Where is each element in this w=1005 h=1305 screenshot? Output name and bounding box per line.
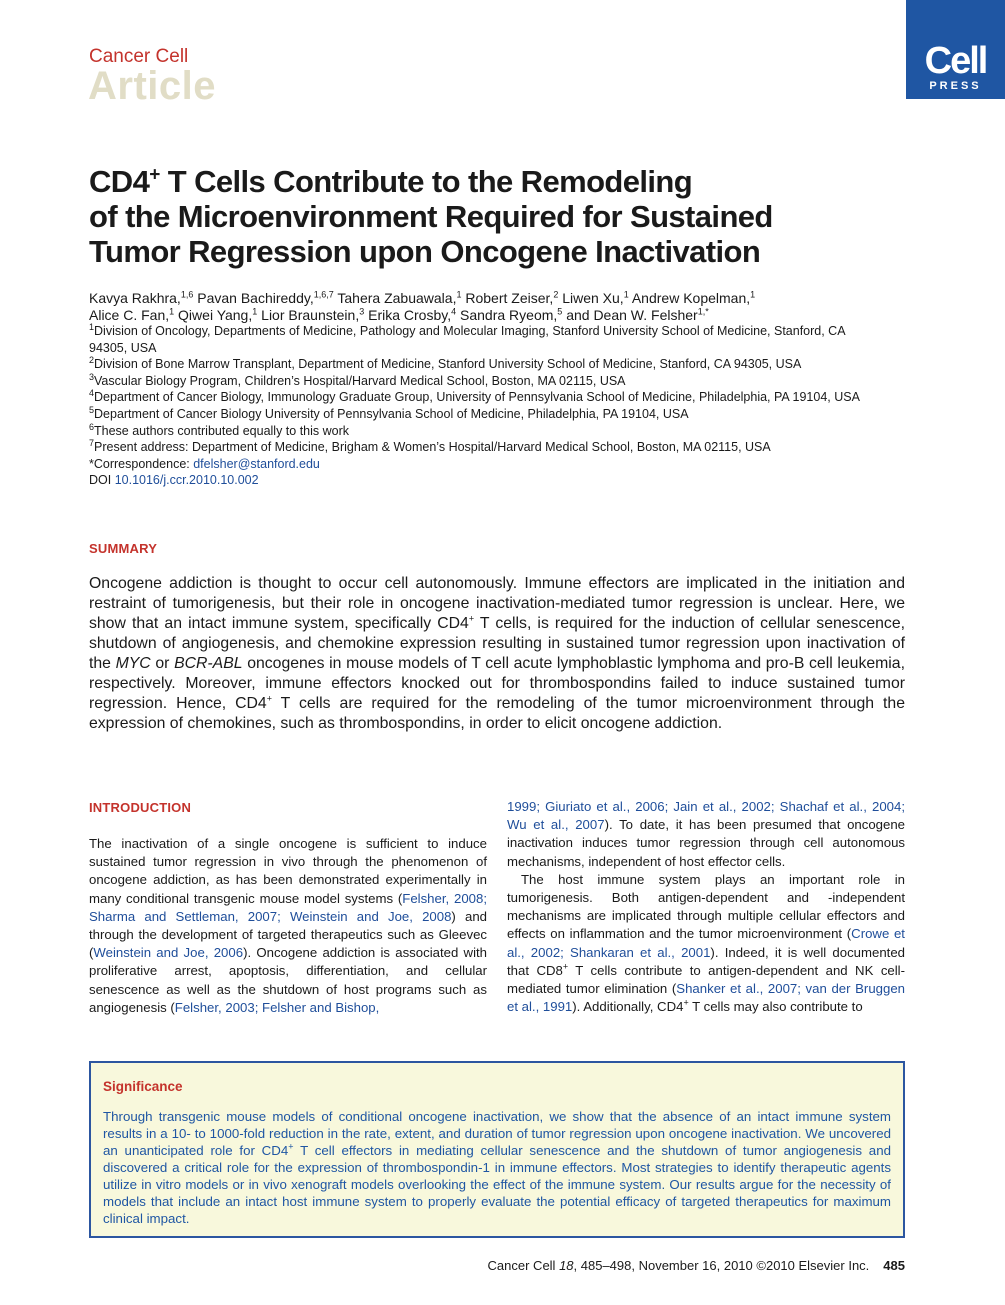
- logo-word: Cell: [924, 40, 987, 82]
- summary-heading: SUMMARY: [89, 541, 158, 556]
- author: Liwen Xu,: [558, 290, 624, 306]
- affil-num: 7: [89, 438, 95, 448]
- intro-paragraph: [507, 798, 905, 871]
- journal-name: Cancer Cell: [89, 46, 189, 67]
- footer-journal: Cancer Cell: [487, 1258, 560, 1273]
- cell-press-logo: [906, 0, 1005, 99]
- author-affil: 5: [557, 306, 563, 317]
- page-footer: [488, 1258, 905, 1273]
- affil-num: 3: [89, 371, 95, 382]
- significance-sup: +: [288, 1141, 294, 1152]
- intro-text: ) and through the development of targeted therapeutics such as Gleevec (: [89, 908, 487, 961]
- affiliation: [89, 323, 909, 340]
- affil-text: Division of Oncology, Departments of Medicine, Pathology and Molecular Imaging, Stanford University School of Medicine, Stanford, CA: [94, 324, 846, 338]
- summary-sup: +: [468, 613, 475, 624]
- intro-column-right: [507, 798, 905, 1016]
- citation-link[interactable]: Weinstein and Joe, 2006: [93, 945, 244, 961]
- author-affil: 1,*: [697, 306, 709, 317]
- affil-text: Present address: Department of Medicine, Brigham & Women’s Hospital/Harvard Medical School, Boston, MA 02115, USA: [94, 440, 771, 455]
- affiliation: [89, 439, 909, 456]
- affil-text: Vascular Biology Program, Children’s Hospital/Harvard Medical School, Boston, MA 02115, USA: [94, 373, 626, 388]
- summary-part: or: [150, 655, 175, 672]
- title-part2: T Cells Contribute to the Remodeling: [159, 164, 693, 199]
- intro-paragraph: [507, 871, 905, 1017]
- citation-link[interactable]: Felsher, 2008; Sharma and Settleman, 2007; Weinstein and Joe, 2008: [89, 890, 487, 924]
- title-part1: CD4: [89, 164, 150, 199]
- affil-text: Division of Bone Marrow Transplant, Department of Medicine, Stanford University School of Medicine, Stanford, CA 94305, USA: [94, 357, 802, 372]
- correspondence-email-link[interactable]: dfelsher@stanford.edu: [193, 456, 320, 471]
- doi-label: DOI: [89, 473, 115, 488]
- author: Alice C. Fan,: [89, 307, 170, 323]
- author-list: [89, 290, 909, 324]
- affiliation: [89, 356, 909, 373]
- logo-sub: PRESS: [929, 80, 982, 92]
- author-affil: 1,6: [180, 289, 194, 300]
- summary-sup: +: [266, 693, 272, 704]
- author-affil: 1: [750, 289, 756, 300]
- summary-gene: MYC: [115, 655, 151, 672]
- summary-gene: BCR-ABL: [174, 655, 243, 672]
- page-number: 485: [883, 1258, 905, 1273]
- title-sup: +: [149, 164, 160, 186]
- correspondence-label: *Correspondence:: [89, 456, 194, 471]
- author-affil: 1,6,7: [313, 289, 334, 300]
- affil-text: Department of Cancer Biology University of Pennsylvania School of Medicine, Philadelphia, PA 19104, USA: [94, 406, 689, 421]
- author: Pavan Bachireddy,: [193, 290, 314, 306]
- intro-text: T cells may also contribute to: [688, 999, 863, 1015]
- significance-part: Through transgenic mouse models of conditional oncogene inactivation, we show that the absence of an intact immune system results in a 10- to 1000-fold reduction in the rate, extent, and duration of tumor regression upon oncogene inactivation. We uncovered an unanticipated role for CD4: [103, 1109, 891, 1158]
- affil-text: 94305, USA: [89, 340, 157, 355]
- intro-text: ). Indeed, it is well documented that CD8: [507, 944, 905, 978]
- intro-text: T cells contribute to antigen-dependent and NK cell-mediated tumor elimination (: [507, 962, 905, 997]
- affiliation: [89, 406, 909, 423]
- affiliation: [89, 389, 909, 406]
- author: Lior Braunstein,: [257, 307, 360, 323]
- author: Qiwei Yang,: [174, 307, 253, 323]
- intro-text: ). Oncogene addiction is associated with proliferative arrest, apoptosis, differentiation, and cellular senescence as well as the shutdown of host programs such as angiogenesis (: [89, 945, 487, 1015]
- doi-link[interactable]: 10.1016/j.ccr.2010.10.002: [114, 473, 259, 488]
- affil-text: Department of Cancer Biology, Immunology Graduate Group, University of Pennsylvania School of Medicine, Philadelphia, PA 19104, USA: [94, 390, 860, 405]
- author-affil: 1: [456, 289, 462, 300]
- intro-text: The host immune system plays an important role in tumorigenesis. Both antigen-dependent and -independent mechanisms are implicated through multiple cellular effectors and effects on inflammation and the tumor microenvironment (: [507, 871, 905, 942]
- intro-text: The inactivation of a single oncogene is sufficient to induce sustained tumor regression in vivo through the phenomenon of oncogene addiction, as has been demonstrated experimentally in many conditional transgenic mouse model systems (: [89, 836, 487, 906]
- author: and Dean W. Felsher: [562, 307, 698, 323]
- citation-link[interactable]: Felsher, 2003; Felsher and Bishop,: [174, 999, 380, 1015]
- affil-num: 4: [89, 388, 95, 399]
- intro-paragraph: [89, 835, 487, 1017]
- author-affil: 1: [169, 306, 175, 317]
- article-type-label: Article: [88, 64, 216, 108]
- title-line3: Tumor Regression upon Oncogene Inactivation: [89, 234, 761, 269]
- author: Andrew Kopelman,: [628, 290, 751, 306]
- introduction-heading: INTRODUCTION: [89, 800, 192, 815]
- intro-sup: +: [683, 997, 689, 1008]
- summary-part: T cells, is required for the induction of cellular senescence, shutdown of angiogenesis, and chemokine expression resulting in sustained tumor regression upon inactivation of the: [89, 615, 906, 672]
- intro-text: ). To date, it has been presumed that oncogene inactivation induces tumor regression through cell autonomous mechanisms, independent of host effector cells.: [507, 817, 906, 869]
- significance-text: [103, 1108, 891, 1227]
- affil-num: 6: [89, 421, 95, 432]
- affil-text: These authors contributed equally to this work: [94, 423, 350, 438]
- author-affil: 1: [252, 306, 258, 317]
- citation-link[interactable]: Crowe et al., 2002; Shankaran et al., 2001: [507, 926, 905, 960]
- affiliation: [89, 340, 909, 357]
- summary-part: oncogenes in mouse models of T cell acute lymphoblastic lymphoma and pro-B cell leukemia, respectively. Moreover, immune effectors knocked out for thrombospondins failed to induce sustained tumor regression. Hence, CD4: [89, 655, 905, 712]
- affil-num: 1: [89, 321, 95, 332]
- affil-num: 2: [89, 355, 95, 366]
- intro-text: ). Additionally, CD4: [572, 999, 684, 1015]
- doi: [89, 472, 909, 489]
- affil-num: 5: [89, 404, 95, 415]
- affiliation: [89, 373, 909, 390]
- author-affil: 3: [359, 306, 365, 317]
- summary-part: Oncogene addiction is thought to occur cell autonomously. Immune effectors are implicated in the initiation and restraint of tumorigenesis, but their role in oncogene inactivation-mediated tumor regression is unclear. Here, we show that an intact immune system, specifically CD4: [89, 575, 905, 632]
- article-title: [89, 164, 909, 269]
- author: Kavya Rakhra,: [89, 290, 181, 306]
- citation-link[interactable]: 1999; Giuriato et al., 2006; Jain et al., 2002; Shachaf et al., 2004; Wu et al., 2007: [507, 799, 905, 833]
- affiliation: [89, 423, 909, 440]
- significance-part: T cell effectors in mediating cellular senescence and the shutdown of tumor angiogenesis and discovered a critical role for the expression of thrombospondin-1 in immune effectors. Most strategies to identify therapeutic agents utilize in vitro models or in vivo xenograft models overlooking the effect of the immune system. Our results argue for the necessity of models that include an intact host immune system to properly evaluate the potential efficacy of targeted therapeutics for maximum clinical impact.: [103, 1143, 891, 1226]
- summary-part: T cells are required for the remodeling of the tumor microenvironment through the expression of chemokines, such as thrombospondins, in order to elicit oncogene addiction.: [89, 695, 906, 732]
- intro-sup: +: [562, 961, 569, 972]
- correspondence: [89, 456, 909, 473]
- significance-heading: Significance: [103, 1079, 183, 1094]
- footer-volume: 18: [559, 1258, 574, 1273]
- author: Robert Zeiser,: [461, 290, 554, 306]
- footer-citation: , 485–498, November 16, 2010 ©2010 Elsevier Inc.: [573, 1258, 870, 1273]
- author-affil: 1: [623, 289, 629, 300]
- author-affil: 2: [553, 289, 559, 300]
- author-affil: 4: [451, 306, 457, 317]
- summary-text: [89, 574, 905, 734]
- intro-column-left: [89, 835, 487, 1017]
- citation-link[interactable]: Shanker et al., 2007; van der Bruggen et al., 1991: [507, 981, 905, 1015]
- title-line2: of the Microenvironment Required for Sustained: [89, 199, 773, 234]
- significance-box: [89, 1061, 905, 1238]
- author: Sandra Ryeom,: [456, 307, 558, 323]
- affiliations: [89, 323, 909, 489]
- author: Erika Crosby,: [364, 307, 452, 323]
- author: Tahera Zabuawala,: [333, 290, 457, 306]
